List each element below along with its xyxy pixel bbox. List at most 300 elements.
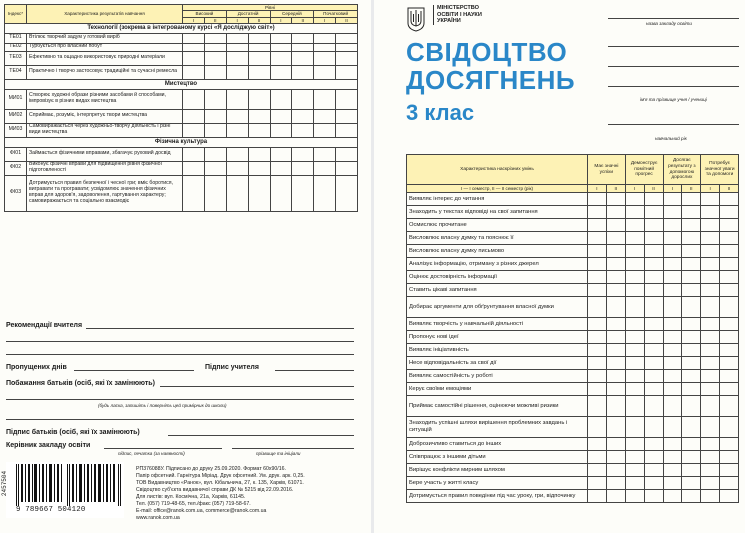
mark-cell[interactable] [606, 284, 625, 297]
mark-cell[interactable] [720, 357, 739, 370]
mark-cell[interactable] [625, 477, 644, 490]
mark-cell[interactable] [663, 451, 682, 464]
mark-cell[interactable] [226, 51, 248, 65]
mark-cell[interactable] [336, 33, 358, 43]
school-head-signature-line[interactable] [104, 448, 222, 449]
mark-cell[interactable] [606, 232, 625, 245]
mark-cell[interactable] [204, 147, 226, 161]
mark-cell[interactable] [625, 284, 644, 297]
mark-cell[interactable] [588, 318, 607, 331]
mark-cell[interactable] [682, 383, 701, 396]
mark-cell[interactable] [682, 451, 701, 464]
mark-cell[interactable] [588, 438, 607, 451]
school-head-name-line[interactable] [232, 448, 354, 449]
mark-cell[interactable] [183, 43, 205, 51]
mark-cell[interactable] [625, 344, 644, 357]
mark-cell[interactable] [248, 51, 270, 65]
mark-cell[interactable] [336, 51, 358, 65]
mark-cell[interactable] [625, 258, 644, 271]
mark-cell[interactable] [682, 490, 701, 503]
mark-cell[interactable] [663, 297, 682, 318]
mark-cell[interactable] [682, 370, 701, 383]
mark-cell[interactable] [606, 331, 625, 344]
mark-cell[interactable] [183, 89, 205, 109]
mark-cell[interactable] [204, 43, 226, 51]
mark-cell[interactable] [625, 331, 644, 344]
mark-cell[interactable] [248, 123, 270, 137]
mark-cell[interactable] [588, 232, 607, 245]
mark-cell[interactable] [682, 318, 701, 331]
mark-cell[interactable] [682, 438, 701, 451]
mark-cell[interactable] [588, 219, 607, 232]
level-header: Середній [270, 11, 314, 17]
mark-cell[interactable] [183, 109, 205, 123]
mark-cell[interactable] [204, 51, 226, 65]
mark-cell[interactable] [248, 175, 270, 211]
mark-cell[interactable] [226, 161, 248, 175]
mark-cell[interactable] [720, 258, 739, 271]
mark-cell[interactable] [248, 109, 270, 123]
mark-cell[interactable] [720, 477, 739, 490]
mark-cell[interactable] [644, 245, 663, 258]
mark-cell[interactable] [701, 417, 720, 438]
mark-cell[interactable] [248, 147, 270, 161]
semester-header: ІІ [292, 17, 314, 23]
mark-cell[interactable] [204, 65, 226, 79]
mark-cell[interactable] [720, 271, 739, 284]
mark-cell[interactable] [625, 206, 644, 219]
mark-cell[interactable] [292, 65, 314, 79]
mark-cell[interactable] [606, 417, 625, 438]
mark-cell[interactable] [663, 219, 682, 232]
mark-cell[interactable] [720, 284, 739, 297]
mark-cell[interactable] [644, 232, 663, 245]
mark-cell[interactable] [248, 161, 270, 175]
mark-cell[interactable] [701, 490, 720, 503]
mark-cell[interactable] [720, 219, 739, 232]
mark-cell[interactable] [625, 297, 644, 318]
mark-cell[interactable] [248, 33, 270, 43]
mark-cell[interactable] [682, 245, 701, 258]
mark-cell[interactable] [314, 175, 336, 211]
mark-cell[interactable] [720, 464, 739, 477]
mark-cell[interactable] [625, 464, 644, 477]
mark-cell[interactable] [625, 417, 644, 438]
mark-cell[interactable] [270, 89, 292, 109]
recommendations-line[interactable] [6, 341, 354, 342]
mark-cell[interactable] [606, 383, 625, 396]
mark-cell[interactable] [588, 193, 607, 206]
mark-cell[interactable] [701, 451, 720, 464]
semester-header: І [270, 17, 292, 23]
mark-cell[interactable] [720, 396, 739, 417]
mark-cell[interactable] [644, 331, 663, 344]
mark-cell[interactable] [248, 43, 270, 51]
mark-cell[interactable] [701, 396, 720, 417]
mark-cell[interactable] [588, 383, 607, 396]
mark-cell[interactable] [588, 271, 607, 284]
mark-cell[interactable] [701, 245, 720, 258]
year-line[interactable] [608, 124, 739, 125]
mark-cell[interactable] [588, 245, 607, 258]
mark-cell[interactable] [314, 51, 336, 65]
mark-cell[interactable] [720, 232, 739, 245]
mark-cell[interactable] [682, 331, 701, 344]
mark-cell[interactable] [720, 206, 739, 219]
mark-cell[interactable] [663, 370, 682, 383]
mark-cell[interactable] [663, 232, 682, 245]
mark-cell[interactable] [663, 245, 682, 258]
barcode [1, 462, 124, 518]
skill-text: Несе відповідальність за свої дії [407, 357, 588, 370]
mark-cell[interactable] [226, 175, 248, 211]
mark-cell[interactable] [606, 193, 625, 206]
mark-cell[interactable] [644, 417, 663, 438]
mark-cell[interactable] [625, 232, 644, 245]
mark-cell[interactable] [606, 245, 625, 258]
mark-cell[interactable] [292, 175, 314, 211]
mark-cell[interactable] [314, 161, 336, 175]
school-name-line[interactable] [608, 18, 739, 19]
mark-cell[interactable] [663, 417, 682, 438]
missed-days-line[interactable] [74, 370, 194, 371]
mark-cell[interactable] [226, 89, 248, 109]
teacher-signature-line[interactable] [275, 370, 354, 371]
skill-text: Доброзичливо ставиться до інших [407, 438, 588, 451]
mark-cell[interactable] [314, 147, 336, 161]
mark-cell[interactable] [588, 331, 607, 344]
mark-cell[interactable] [204, 33, 226, 43]
mark-cell[interactable] [606, 396, 625, 417]
mark-cell[interactable] [663, 206, 682, 219]
recommendations-line[interactable] [86, 328, 354, 329]
mark-cell[interactable] [682, 219, 701, 232]
mark-cell[interactable] [292, 147, 314, 161]
mark-cell[interactable] [606, 271, 625, 284]
mark-cell[interactable] [606, 219, 625, 232]
mark-cell[interactable] [720, 383, 739, 396]
mark-cell[interactable] [314, 89, 336, 109]
mark-cell[interactable] [292, 33, 314, 43]
mark-cell[interactable] [606, 258, 625, 271]
mark-cell[interactable] [314, 43, 336, 51]
mark-cell[interactable] [270, 147, 292, 161]
parents-signature-line[interactable] [168, 435, 354, 436]
mark-cell[interactable] [314, 33, 336, 43]
parents-wishes-line[interactable] [6, 399, 354, 400]
mark-cell[interactable] [663, 331, 682, 344]
mark-cell[interactable] [682, 344, 701, 357]
mark-cell[interactable] [625, 219, 644, 232]
mark-cell[interactable] [226, 109, 248, 123]
mark-cell[interactable] [336, 147, 358, 161]
mark-cell[interactable] [644, 451, 663, 464]
result-code: ФІ01 [5, 147, 27, 161]
mark-cell[interactable] [336, 123, 358, 137]
mark-cell[interactable] [701, 383, 720, 396]
mark-cell[interactable] [588, 284, 607, 297]
mark-cell[interactable] [625, 490, 644, 503]
mark-cell[interactable] [701, 331, 720, 344]
mark-cell[interactable] [270, 33, 292, 43]
parents-hint: (будь ласка, запишіть і поверніть цей примірник до школи) [98, 403, 227, 408]
mark-cell[interactable] [588, 258, 607, 271]
mark-cell[interactable] [336, 161, 358, 175]
mark-cell[interactable] [336, 43, 358, 51]
mark-cell[interactable] [336, 89, 358, 109]
mark-cell[interactable] [270, 51, 292, 65]
mark-cell[interactable] [270, 123, 292, 137]
mark-cell[interactable] [644, 438, 663, 451]
mark-cell[interactable] [204, 175, 226, 211]
name-hint: прізвище та ініціали [256, 451, 301, 456]
mark-cell[interactable] [682, 477, 701, 490]
mark-cell[interactable] [701, 318, 720, 331]
mark-cell[interactable] [644, 477, 663, 490]
mark-cell[interactable] [336, 175, 358, 211]
mark-cell[interactable] [663, 438, 682, 451]
mark-cell[interactable] [720, 344, 739, 357]
mark-cell[interactable] [606, 477, 625, 490]
mark-cell[interactable] [204, 89, 226, 109]
mark-cell[interactable] [606, 490, 625, 503]
mark-cell[interactable] [644, 284, 663, 297]
table-row [407, 477, 739, 490]
mark-cell[interactable] [663, 464, 682, 477]
mark-cell[interactable] [701, 232, 720, 245]
mark-cell[interactable] [663, 318, 682, 331]
mark-cell[interactable] [336, 109, 358, 123]
mark-cell[interactable] [644, 383, 663, 396]
mark-cell[interactable] [663, 344, 682, 357]
mark-cell[interactable] [644, 344, 663, 357]
student-line[interactable] [608, 46, 739, 47]
table-row [407, 451, 739, 464]
mark-cell[interactable] [204, 109, 226, 123]
mark-cell[interactable] [682, 357, 701, 370]
mark-cell[interactable] [644, 258, 663, 271]
skill-text: Дотримується правил поведінки під час уроку, гри, відпочинку [407, 490, 588, 503]
mark-cell[interactable] [720, 417, 739, 438]
mark-cell[interactable] [606, 206, 625, 219]
mark-cell[interactable] [226, 65, 248, 79]
mark-cell[interactable] [720, 193, 739, 206]
mark-cell[interactable] [292, 109, 314, 123]
mark-cell[interactable] [682, 206, 701, 219]
mark-cell[interactable] [314, 65, 336, 79]
mark-cell[interactable] [663, 271, 682, 284]
mark-cell[interactable] [226, 147, 248, 161]
mark-cell[interactable] [663, 258, 682, 271]
result-text: Сприймає, розуміє, інтерпретує твори мистецтва [27, 109, 183, 123]
mark-cell[interactable] [314, 123, 336, 137]
mark-cell[interactable] [701, 219, 720, 232]
mark-cell[interactable] [588, 357, 607, 370]
mark-cell[interactable] [625, 193, 644, 206]
mark-cell[interactable] [720, 318, 739, 331]
student-line[interactable] [608, 66, 739, 67]
mark-cell[interactable] [644, 297, 663, 318]
mark-cell[interactable] [720, 297, 739, 318]
mark-cell[interactable] [625, 396, 644, 417]
mark-cell[interactable] [606, 318, 625, 331]
mark-cell[interactable] [204, 123, 226, 137]
mark-cell[interactable] [588, 464, 607, 477]
mark-cell[interactable] [644, 396, 663, 417]
mark-cell[interactable] [720, 438, 739, 451]
parents-wishes-line[interactable] [160, 386, 354, 387]
mark-cell[interactable] [701, 357, 720, 370]
imprint-line: Свідоцтво суб'єкта видавничої справи ДК № 5215 від 22.09.2016. [136, 487, 294, 493]
mark-cell[interactable] [183, 65, 205, 79]
mark-cell[interactable] [644, 318, 663, 331]
mark-cell[interactable] [606, 464, 625, 477]
mark-cell[interactable] [588, 477, 607, 490]
mark-cell[interactable] [588, 490, 607, 503]
mark-cell[interactable] [183, 175, 205, 211]
mark-cell[interactable] [270, 43, 292, 51]
mark-cell[interactable] [226, 123, 248, 137]
mark-cell[interactable] [682, 396, 701, 417]
mark-cell[interactable] [292, 89, 314, 109]
mark-cell[interactable] [588, 297, 607, 318]
mark-cell[interactable] [701, 297, 720, 318]
mark-cell[interactable] [663, 193, 682, 206]
recommendations-line[interactable] [6, 354, 354, 355]
skill-text: Знаходить успішні шляхи вирішення проблемних завдань і ситуацій [407, 417, 588, 438]
mark-cell[interactable] [682, 232, 701, 245]
mark-cell[interactable] [644, 464, 663, 477]
mark-cell[interactable] [183, 123, 205, 137]
mark-cell[interactable] [248, 65, 270, 79]
mark-cell[interactable] [701, 464, 720, 477]
mark-cell[interactable] [701, 193, 720, 206]
mark-cell[interactable] [682, 284, 701, 297]
mark-cell[interactable] [588, 370, 607, 383]
mark-cell[interactable] [292, 51, 314, 65]
mark-cell[interactable] [226, 33, 248, 43]
mark-cell[interactable] [270, 161, 292, 175]
mark-cell[interactable] [606, 344, 625, 357]
mark-cell[interactable] [663, 477, 682, 490]
mark-cell[interactable] [606, 370, 625, 383]
student-line[interactable] [608, 86, 739, 87]
mark-cell[interactable] [701, 284, 720, 297]
mark-cell[interactable] [644, 271, 663, 284]
table-row [407, 464, 739, 477]
mark-cell[interactable] [663, 490, 682, 503]
mark-cell[interactable] [204, 161, 226, 175]
result-code: МИ03 [5, 123, 27, 137]
mark-cell[interactable] [606, 357, 625, 370]
mark-cell[interactable] [270, 65, 292, 79]
mark-cell[interactable] [292, 43, 314, 51]
mark-cell[interactable] [663, 284, 682, 297]
mark-cell[interactable] [701, 271, 720, 284]
mark-cell[interactable] [625, 245, 644, 258]
mark-cell[interactable] [625, 318, 644, 331]
result-code: ФІ02 [5, 161, 27, 175]
mark-cell[interactable] [644, 219, 663, 232]
mark-cell[interactable] [701, 206, 720, 219]
mark-cell[interactable] [270, 175, 292, 211]
mark-cell[interactable] [701, 477, 720, 490]
mark-cell[interactable] [336, 65, 358, 79]
mark-cell[interactable] [682, 271, 701, 284]
mark-cell[interactable] [720, 245, 739, 258]
mark-cell[interactable] [270, 109, 292, 123]
table-row [5, 51, 358, 65]
mark-cell[interactable] [701, 438, 720, 451]
mark-cell[interactable] [183, 51, 205, 65]
progress-column-header: Досягає результату з допомогою дорослих [663, 155, 701, 185]
mark-cell[interactable] [248, 89, 270, 109]
mark-cell[interactable] [292, 161, 314, 175]
mark-cell[interactable] [625, 370, 644, 383]
mark-cell[interactable] [588, 396, 607, 417]
mark-cell[interactable] [625, 357, 644, 370]
mark-cell[interactable] [720, 331, 739, 344]
mark-cell[interactable] [644, 370, 663, 383]
mark-cell[interactable] [682, 193, 701, 206]
mark-cell[interactable] [588, 344, 607, 357]
progress-column-header: Має значні успіхи [588, 155, 626, 185]
teacher-signature-label: Підпис учителя [205, 364, 259, 371]
level-header: Високий [183, 11, 227, 17]
mark-cell[interactable] [720, 451, 739, 464]
mark-cell[interactable] [720, 370, 739, 383]
certificate-title: СВІДОЦТВО ДОСЯГНЕНЬ [406, 37, 576, 95]
mark-cell[interactable] [314, 109, 336, 123]
mark-cell[interactable] [701, 370, 720, 383]
mark-cell[interactable] [588, 417, 607, 438]
mark-cell[interactable] [682, 417, 701, 438]
mark-cell[interactable] [644, 490, 663, 503]
mark-cell[interactable] [720, 490, 739, 503]
mark-cell[interactable] [226, 43, 248, 51]
mark-cell[interactable] [588, 206, 607, 219]
mark-cell[interactable] [663, 396, 682, 417]
mark-cell[interactable] [183, 33, 205, 43]
parents-wishes-line[interactable] [6, 419, 354, 420]
mark-cell[interactable] [644, 357, 663, 370]
mark-cell[interactable] [682, 464, 701, 477]
mark-cell[interactable] [292, 123, 314, 137]
semester-header: І [588, 185, 607, 193]
mark-cell[interactable] [625, 438, 644, 451]
mark-cell[interactable] [625, 383, 644, 396]
mark-cell[interactable] [682, 258, 701, 271]
mark-cell[interactable] [183, 147, 205, 161]
mark-cell[interactable] [663, 383, 682, 396]
table-row [5, 109, 358, 123]
mark-cell[interactable] [606, 438, 625, 451]
mark-cell[interactable] [625, 451, 644, 464]
mark-cell[interactable] [701, 258, 720, 271]
mark-cell[interactable] [663, 357, 682, 370]
mark-cell[interactable] [606, 451, 625, 464]
mark-cell[interactable] [701, 344, 720, 357]
result-text: Займається фізичними вправами, збагачує руховий досвід [27, 147, 183, 161]
mark-cell[interactable] [588, 451, 607, 464]
mark-cell[interactable] [606, 297, 625, 318]
mark-cell[interactable] [682, 297, 701, 318]
mark-cell[interactable] [625, 271, 644, 284]
recommendations-label: Рекомендації вчителя [6, 322, 83, 329]
mark-cell[interactable] [183, 161, 205, 175]
mark-cell[interactable] [644, 206, 663, 219]
mark-cell[interactable] [644, 193, 663, 206]
